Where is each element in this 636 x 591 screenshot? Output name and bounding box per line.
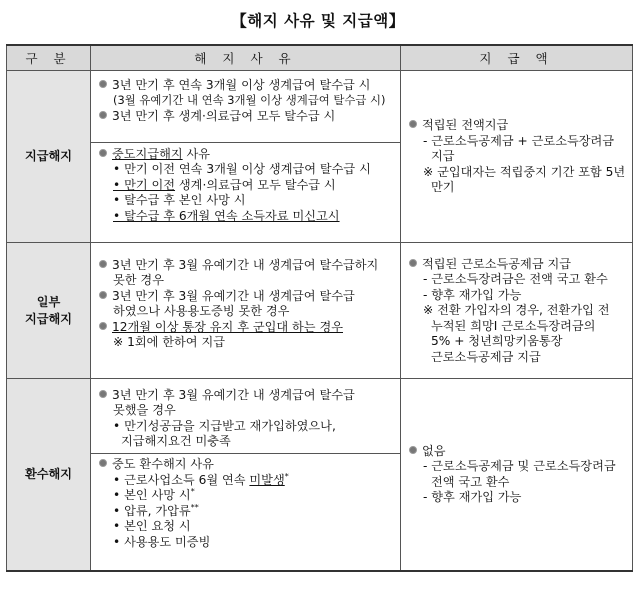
category-cell [7,71,91,243]
list-item: • 본인 사망 시* [113,486,195,502]
header-category: 구 분 [7,45,91,71]
bullet-icon [409,120,417,128]
reason-cell [91,71,401,143]
table-row [7,71,633,143]
bullet-icon [99,111,107,119]
amount-cell [401,379,633,572]
list-item: 적립된 근로소득공제금 지급 [409,257,626,272]
list-item: 하였으나 사용용도증빙 못한 경우 [113,304,290,318]
table-row [7,243,633,379]
bullet-icon [99,260,107,268]
list-item: 못했을 경우 [113,403,176,417]
list-item: 3년 만기 후 3월 유예기간 내 생계급여 탈수급 [99,388,394,403]
list-item: • 탈수급 후 본인 사망 시 [113,193,246,207]
category-label: 환수해지 [24,467,73,481]
header-amount: 지 급 액 [401,45,633,71]
table-row [7,379,633,454]
termination-table [6,44,633,572]
bullet-icon [409,259,417,267]
list-item: 중도지급해지 사유 [99,147,394,162]
bullet-icon [99,80,107,88]
header-reason: 해 지 사 유 [91,45,401,71]
list-item: - 근로소득장려금은 전액 국고 환수 [423,272,608,286]
list-item: 없음 [409,444,626,459]
bullet-icon [99,390,107,398]
category-label: 지급해지 [24,311,73,326]
list-item: 근로소득공제금 지급 [431,349,541,364]
list-item: (3월 유예기간 내 연속 3개월 이상 생계급여 탈수급 시) [113,93,386,107]
category-label: 지급해지 [24,149,73,163]
list-item: • 만기 이전 생계·의료급여 모두 탈수급 시 [113,177,336,192]
list-item: 3년 만기 후 3월 유예기간 내 생계급여 탈수급하지 [99,258,394,273]
list-item: ※ 전환 가입자의 경우, 전환가입 전 [423,303,610,317]
category-cell [7,379,91,572]
list-item: 3년 만기 후 연속 3개월 이상 생계급여 탈수급 시 [99,78,394,93]
category-cell [7,243,91,379]
reason-cell [91,243,401,379]
list-item: - 향후 재가입 가능 [423,287,522,302]
reason-cell [91,379,401,454]
table-header-row [7,45,633,71]
reason-cell [91,453,401,571]
bullet-icon [99,459,107,467]
amount-cell [401,71,633,243]
list-item: • 근로사업소득 6월 연속 미발생* [113,471,289,487]
bullet-icon [99,322,107,330]
list-item: ※ 1회에 한하여 지급 [113,335,225,349]
list-item: • 사용용도 미증빙 [113,534,211,549]
list-item: 중도 환수해지 사유 [99,457,394,472]
list-item: • 탈수급 후 6개월 연속 소득자료 미신고시 [113,208,340,223]
list-item: 적립된 전액지급 [409,118,626,133]
list-item: - 근로소득공제금 + 근로소득장려금 [423,133,615,148]
list-item: 12개월 이상 통장 유지 후 군입대 하는 경우 [99,320,394,335]
list-item: ※ 군입대자는 적립중지 기간 포함 5년 [423,164,626,179]
reason-cell [91,143,401,243]
list-item: • 본인 요청 시 [113,519,191,533]
list-item: 누적된 희망Ⅰ 근로소득장려금의 [431,318,596,333]
bullet-icon [99,291,107,299]
list-item: 3년 만기 후 3월 유예기간 내 생계급여 탈수급 [99,289,394,304]
list-item: • 압류, 가압류** [113,502,199,518]
page-title: 【해지 사유 및 지급액】 [231,12,405,30]
list-item: 전액 국고 환수 [431,474,510,489]
list-item: • 만기 이전 연속 3개월 이상 생계급여 탈수급 시 [113,162,371,176]
category-label: 일부 [36,294,61,309]
list-item: 만기 [431,180,455,194]
list-item: 3년 만기 후 생계·의료급여 모두 탈수급 시 [99,109,394,124]
amount-cell [401,243,633,379]
list-item: 못한 경우 [113,273,164,287]
list-item: 지급해지요건 미충족 [121,434,231,448]
bullet-icon [99,149,107,157]
list-item: - 근로소득공제금 및 근로소득장려금 [423,459,616,474]
list-item: - 향후 재가입 가능 [423,490,522,505]
list-item: 5% + 청년희망키움통장 [431,334,563,348]
bullet-icon [409,446,417,454]
list-item: • 만기성공금을 지급받고 재가입하였으나, [113,418,336,433]
list-item: 지급 [431,149,455,163]
